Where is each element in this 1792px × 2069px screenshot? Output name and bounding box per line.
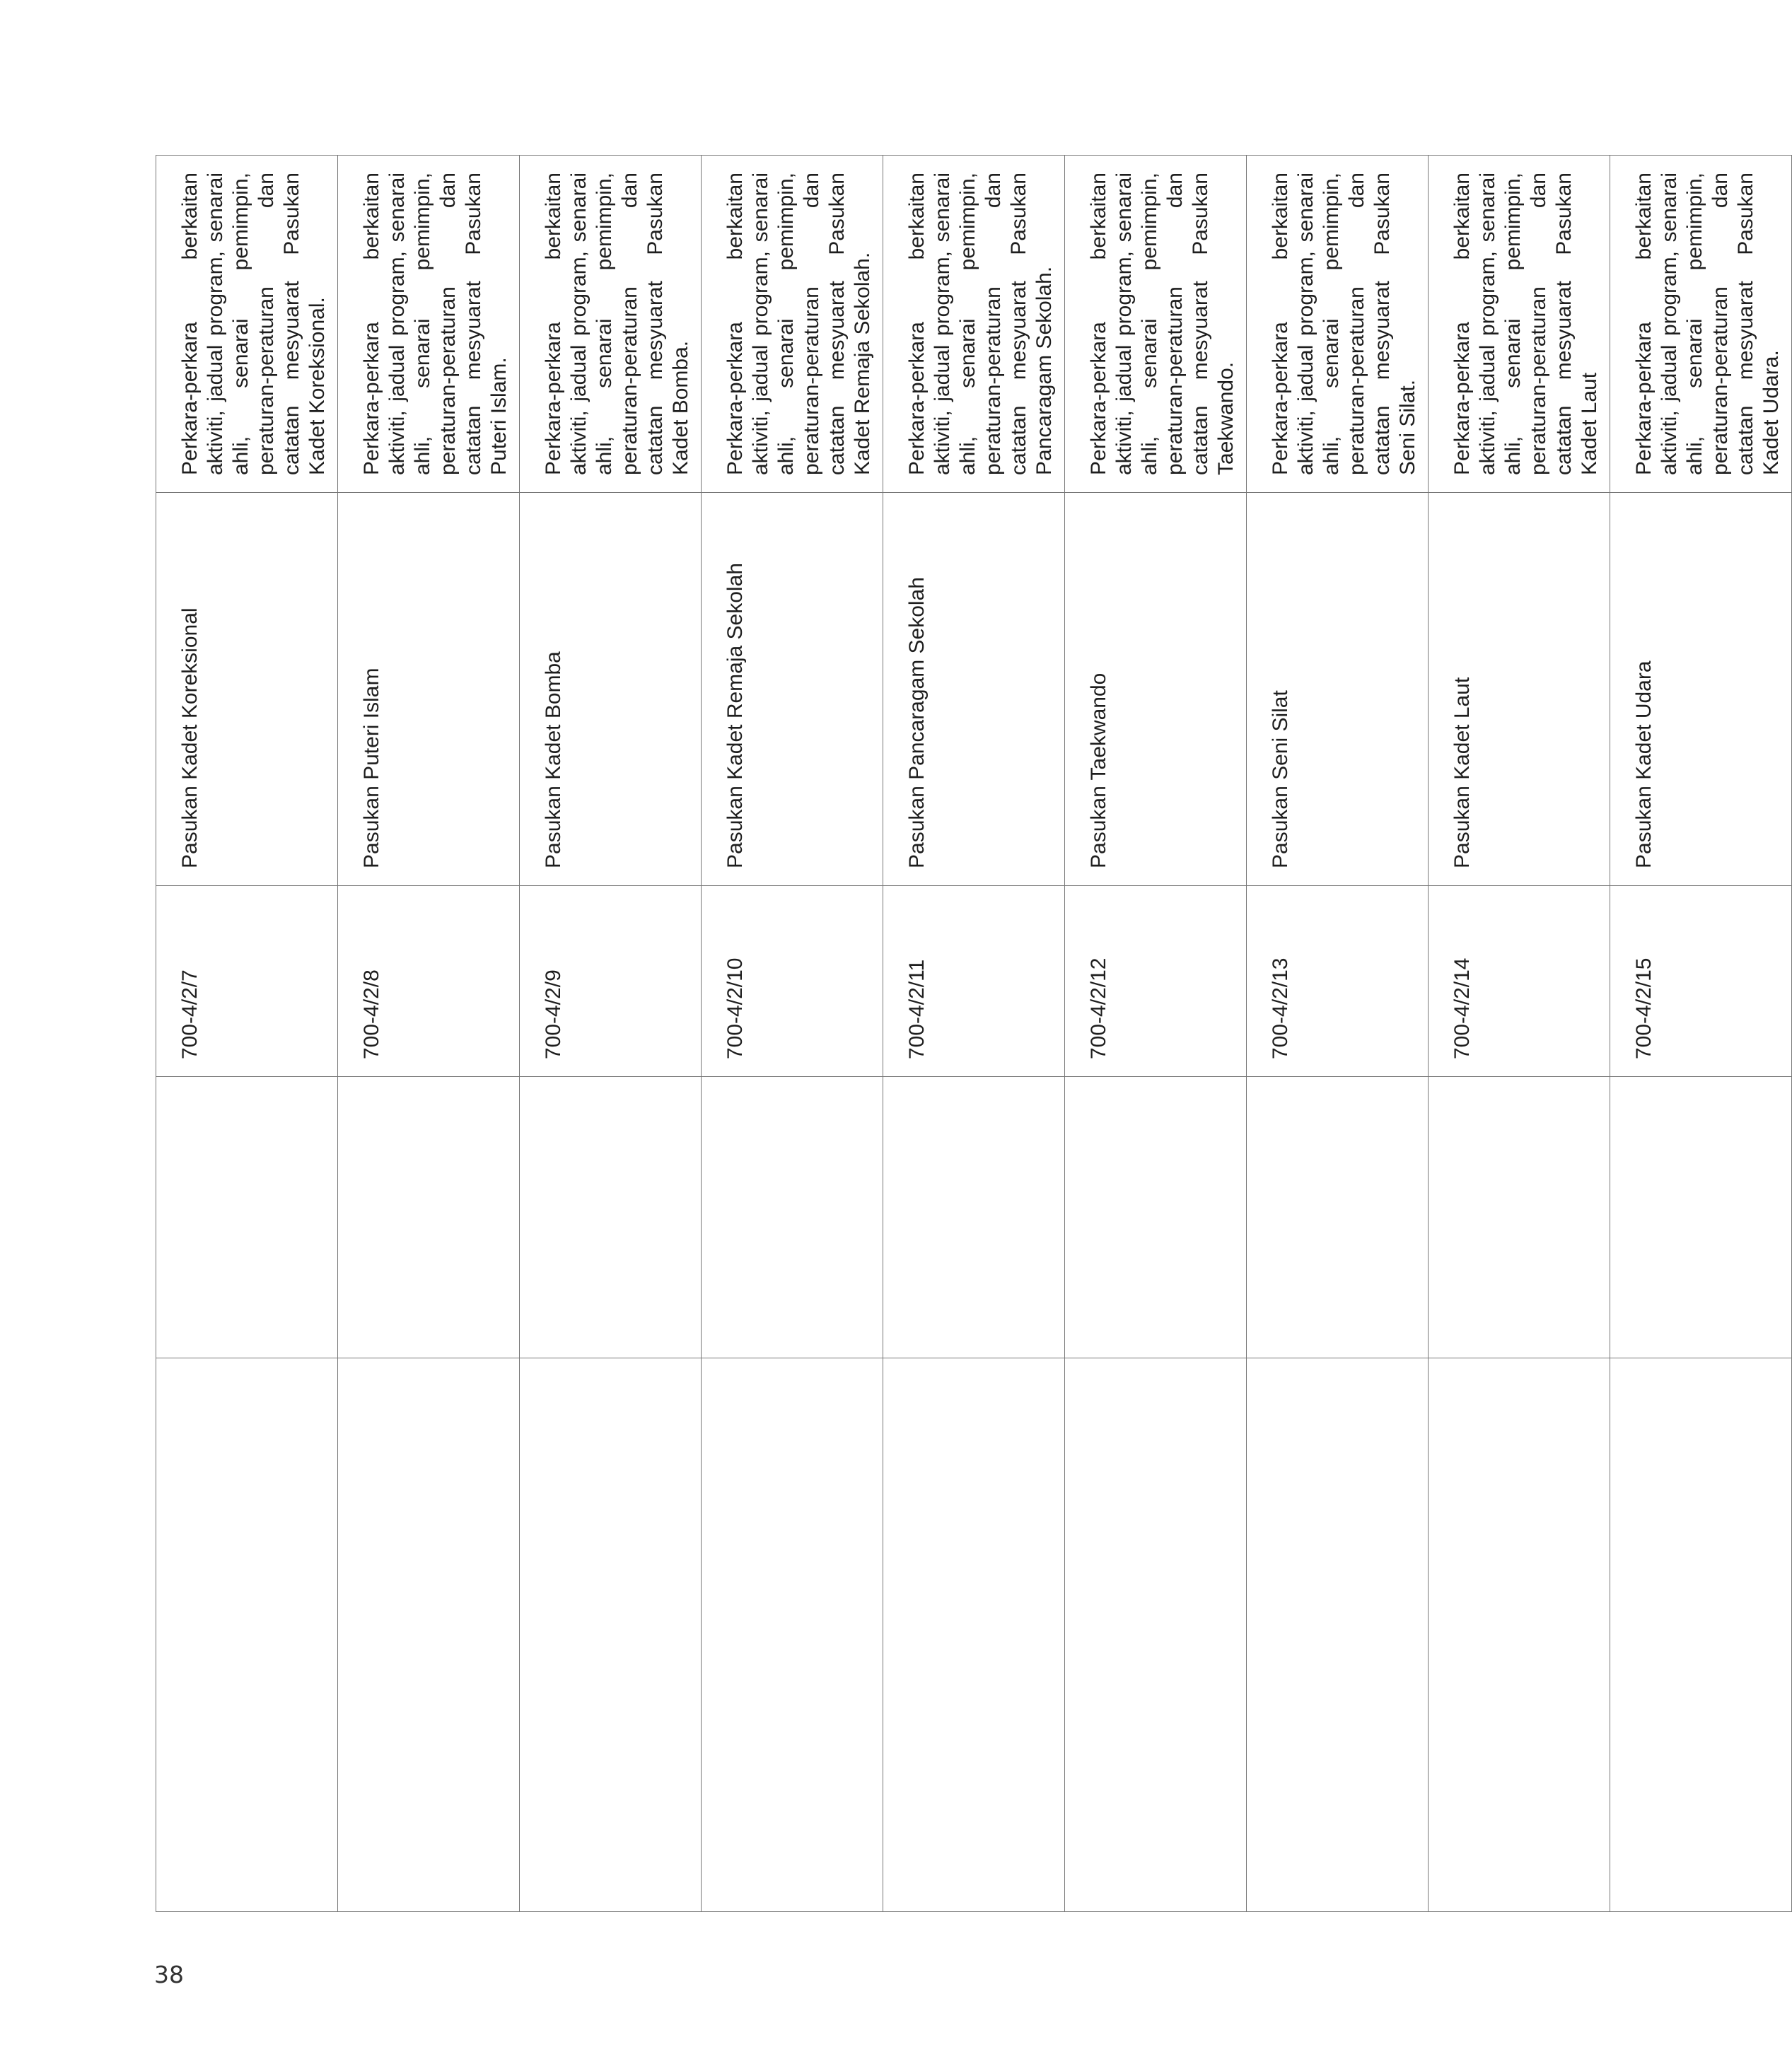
file-description-cell: Perkara-perkara berkaitan aktiviti, jadual program, senarai ahli, senarai pemimpin, peraturan-peraturan dan catatan mesyuarat Pasukan Puteri Islam. — [338, 156, 520, 493]
file-code-cell: 700-4/2/12 — [1065, 886, 1247, 1077]
file-description-cell: Perkara-perkara berkaitan aktiviti, jadual program, senarai ahli, senarai pemimpin, peraturan-peraturan dan catatan mesyuarat Pasukan Taekwando. — [1065, 156, 1247, 493]
table-body — [156, 156, 1792, 1912]
table-row — [156, 156, 338, 1912]
file-description-cell: Perkara-perkara berkaitan aktiviti, jadual program, senarai ahli, senarai pemimpin, peraturan-peraturan dan catatan mesyuarat Pasukan Kadet Koreksional. — [156, 156, 338, 493]
file-code-cell: 700-4/2/10 — [702, 886, 883, 1077]
table-row — [1429, 156, 1610, 1912]
empty-cell — [1065, 1077, 1247, 1358]
file-title-cell: Pasukan Kadet Udara — [1610, 493, 1792, 886]
empty-cell — [1429, 1358, 1610, 1912]
file-title-cell: Pasukan Kadet Koreksional — [156, 493, 338, 886]
file-description-cell: Perkara-perkara berkaitan aktiviti, jadual program, senarai ahli, senarai pemimpin, peraturan-peraturan dan catatan mesyuarat Pasukan Kadet Udara. — [1610, 156, 1792, 493]
file-title-cell: Pasukan Kadet Laut — [1429, 493, 1610, 886]
file-title-cell: Pasukan Kadet Bomba — [520, 493, 702, 886]
file-code-cell: 700-4/2/8 — [338, 886, 520, 1077]
rotated-table-container — [156, 156, 1783, 1912]
file-code-cell: 700-4/2/14 — [1429, 886, 1610, 1077]
table-row — [1610, 156, 1792, 1912]
file-code-cell: 700-4/2/9 — [520, 886, 702, 1077]
table-row — [520, 156, 702, 1912]
empty-cell — [156, 1358, 338, 1912]
page-number: 38 — [154, 1961, 184, 1988]
file-code-cell: 700-4/2/11 — [883, 886, 1065, 1077]
file-description-cell: Perkara-perkara berkaitan aktiviti, jadual program, senarai ahli, senarai pemimpin, peraturan-peraturan dan catatan mesyuarat Pasukan Seni Silat. — [1247, 156, 1429, 493]
table-row — [702, 156, 883, 1912]
empty-cell — [1247, 1358, 1429, 1912]
file-description-cell: Perkara-perkara berkaitan aktiviti, jadual program, senarai ahli, senarai pemimpin, peraturan-peraturan dan catatan mesyuarat Pasukan Kadet Bomba. — [520, 156, 702, 493]
empty-cell — [1429, 1077, 1610, 1358]
file-code-cell: 700-4/2/13 — [1247, 886, 1429, 1077]
file-title-cell: Pasukan Pancaragam Sekolah — [883, 493, 1065, 886]
empty-cell — [520, 1077, 702, 1358]
file-code-cell: 700-4/2/15 — [1610, 886, 1792, 1077]
table-row — [1247, 156, 1429, 1912]
file-description-cell: Perkara-perkara berkaitan aktiviti, jadual program, senarai ahli, senarai pemimpin, peraturan-peraturan dan catatan mesyuarat Pasukan Kadet Laut — [1429, 156, 1610, 493]
file-title-cell: Pasukan Taekwando — [1065, 493, 1247, 886]
empty-cell — [702, 1358, 883, 1912]
empty-cell — [520, 1358, 702, 1912]
table-row — [883, 156, 1065, 1912]
table-row — [1065, 156, 1247, 1912]
file-description-cell: Perkara-perkara berkaitan aktiviti, jadual program, senarai ahli, senarai pemimpin, peraturan-peraturan dan catatan mesyuarat Pasukan Kadet Remaja Sekolah. — [702, 156, 883, 493]
empty-cell — [883, 1077, 1065, 1358]
file-title-cell: Pasukan Puteri Islam — [338, 493, 520, 886]
file-title-cell: Pasukan Kadet Remaja Sekolah — [702, 493, 883, 886]
empty-cell — [338, 1358, 520, 1912]
empty-cell — [702, 1077, 883, 1358]
file-description-cell: Perkara-perkara berkaitan aktiviti, jadual program, senarai ahli, senarai pemimpin, peraturan-peraturan dan catatan mesyuarat Pasukan Pancaragam Sekolah. — [883, 156, 1065, 493]
file-code-cell: 700-4/2/7 — [156, 886, 338, 1077]
empty-cell — [156, 1077, 338, 1358]
table-row — [338, 156, 520, 1912]
empty-cell — [1247, 1077, 1429, 1358]
empty-cell — [338, 1077, 520, 1358]
empty-cell — [1610, 1358, 1792, 1912]
file-title-cell: Pasukan Seni Silat — [1247, 493, 1429, 886]
file-classification-table — [156, 155, 1792, 1912]
empty-cell — [1610, 1077, 1792, 1358]
empty-cell — [883, 1358, 1065, 1912]
empty-cell — [1065, 1358, 1247, 1912]
